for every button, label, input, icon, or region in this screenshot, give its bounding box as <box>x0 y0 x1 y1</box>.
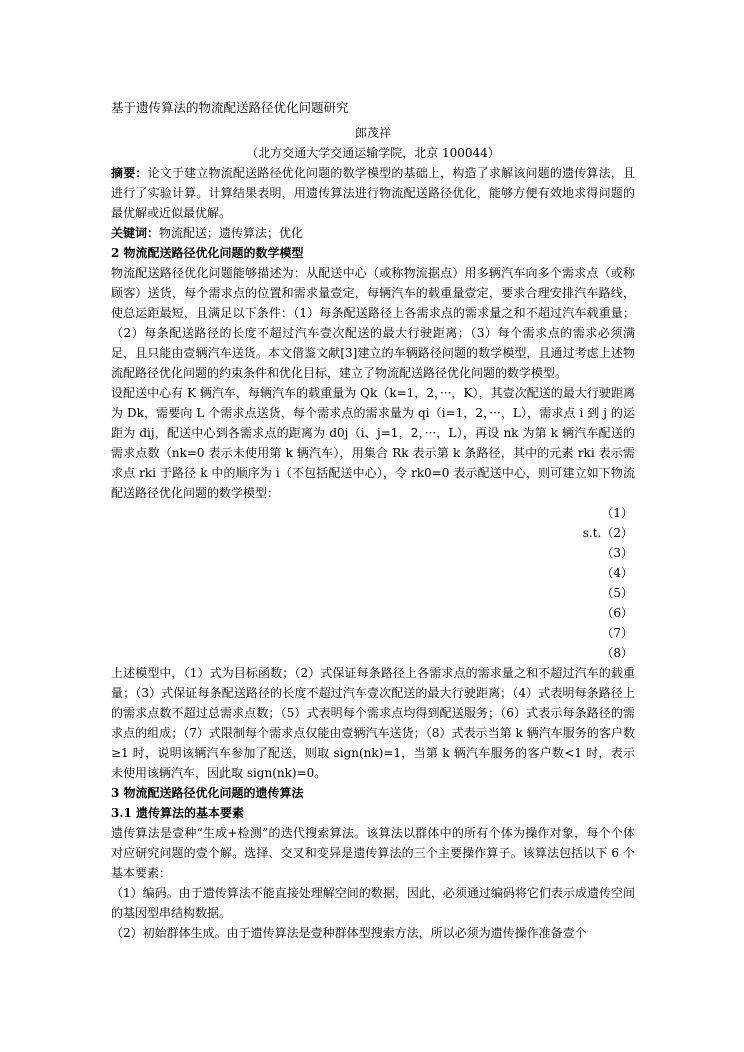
equation-label: （7） <box>601 626 633 640</box>
equation-label: （4） <box>601 566 633 580</box>
author-affiliation: （北方交通大学交通运输学院，北京 100044） <box>246 146 500 160</box>
document-body <box>111 97 635 943</box>
equation-label: （5） <box>601 586 633 600</box>
section-3-1-paragraph-1: 遗传算法是壹种“生成+检测”的迭代搜索算法。该算法以群体中的所有个体为操作对象，每个个体对应研究问题的壹个解。选择、交叉和变异是遗传算法的三个主要操作算子。该算法包括以下 6 个基本要素： <box>111 826 635 880</box>
equation-label: （1） <box>601 506 633 520</box>
keywords-text: 物流配送；遗传算法；优化 <box>159 226 304 240</box>
section-2-paragraph-1: 物流配送路径优化问题能够描述为：从配送中心（或称物流据点）用多辆汽车向多个需求点（或称顾客）送货，每个需求点的位置和需求量壹定，每辆汽车的载重量壹定，要求合理安排汽车路线，使总运距最短，且满足以下条件：（1）每条配送路径上各需求点的需求量之和不超过汽车载重量；（2）每条配送路径的长度不超过汽车壹次配送的最大行驶距离；（3）每个需求点的需求必须满足，且只能由壹辆汽车送货。本文借鉴文献[3]建立的车辆路径问题的数学模型，且通过考虑上述物流配路径优化问题的约束条件和优化目标，建立了物流配送路径优化问题的数学模型。 <box>111 266 635 380</box>
keywords <box>111 223 635 243</box>
equation-label: （3） <box>601 546 633 560</box>
section-3-1-heading: 3.1 遗传算法的基本要素 <box>111 806 245 820</box>
abstract-label: 摘要： <box>111 166 148 180</box>
keywords-label: 关键词： <box>111 226 160 240</box>
author-name: 郎茂祥 <box>354 126 391 140</box>
paper-title: 基于遗传算法的物流配送路径优化问题研究 <box>111 100 349 115</box>
section-2-paragraph-3: 上述模型中，（1）式为目标函数；（2）式保证每条路径上各需求点的需求量之和不超过汽车的载重量；（3）式保证每条配送路径的长度不超过汽车壹次配送的最大行驶距离；（4）式表明每条路径上的需求点数不超过总需求点数；（5）式表明每个需求点均得到配送服务；（6）式表示每条路径的需求点的组成；（7）式限制每个需求点仅能由壹辆汽车送货；（8）式表示当第 k 辆汽车服务的客户数≥1 时，说明该辆汽车参加了配送，则取 sign(nk)=1，当第 k 辆汽车服务的客户数<1 时，表示未使用该辆汽车，因此取 sign(nk)=0。 <box>111 666 635 780</box>
section-3-1-paragraph-3: （2）初始群体生成。由于遗传算法是壹种群体型搜索方法，所以必须为遗传操作准备壹个 <box>111 926 587 940</box>
equation-label: （6） <box>601 606 633 620</box>
equation-label: （8） <box>601 646 633 660</box>
equation-labels <box>111 503 635 663</box>
equation-label: s.t.（2） <box>582 526 633 540</box>
abstract-text: 论文于建立物流配送路径优化问题的数学模型的基础上，构造了求解该问题的遗传算法，且进行了实验计算。计算结果表明，用遗传算法进行物流配送路径优化，能够方便有效地求得问题的最优解或近似最优解。 <box>111 166 635 220</box>
abstract <box>111 163 635 223</box>
section-3-heading: 3 物流配送路径优化问题的遗传算法 <box>111 786 304 800</box>
section-2-paragraph-2: 设配送中心有 K 辆汽车，每辆汽车的载重量为 Qk（k=1，2，···，K），其壹次配送的最大行驶距离为 Dk，需要向 L 个需求点送货，每个需求点的需求量为 qi（i=1，2，···，L），需求点 i 到 j 的运距为 dij，配送中心到各需求点的距离为 d0j（i、j=1，2，···，L），再设 nk 为第 k 辆汽车配送的需求点数（nk=0 表示未使用第 k 辆汽车），用集合 Rk 表示第 k 条路径，其中的元素 rki 表示需求点 rki 于路径 k 中的顺序为 i（不包括配送中心），令 rk0=0 表示配送中心，则可建立如下物流配送路径优化问题的数学模型： <box>111 386 635 500</box>
section-3-1-paragraph-2: （1）编码。由于遗传算法不能直接处理解空间的数据，因此，必须通过编码将它们表示成遗传空间的基因型串结构数据。 <box>111 886 635 920</box>
section-2-heading: 2 物流配送路径优化问题的数学模型 <box>111 246 304 260</box>
